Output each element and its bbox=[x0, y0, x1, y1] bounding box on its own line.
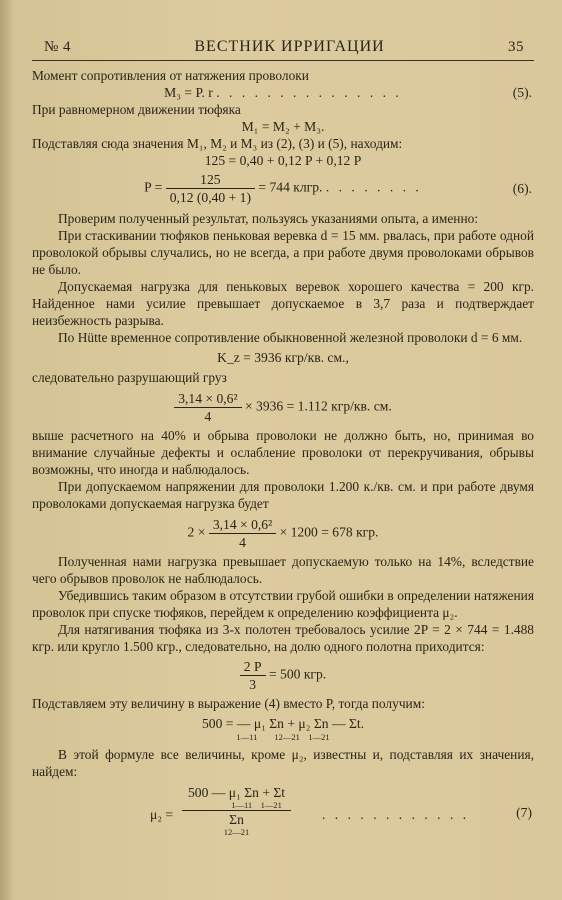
paragraph: В этой формуле все величины, кроме μ₂, известны и, подставляя их значения, найдем: bbox=[32, 747, 534, 779]
summation-limits: 1—11 12—21 1—21 bbox=[236, 732, 330, 742]
header-rule bbox=[32, 60, 534, 61]
paragraph: выше расчетного на 40% и обрыва проволоки не должно быть, но, принимая во внимание случайные дефекты и ослабление проволоки от перекручивания, обрывы возможны, что иногда и наблюдалось. bbox=[32, 428, 534, 477]
issue-number: № 4 bbox=[44, 39, 72, 55]
equation-breaking-load: $\frac{\text{3,14 × 0,6²}}{4}$ × 3936 = 1.112 кгр/кв. см. bbox=[32, 390, 534, 425]
fraction: $\frac{\text{3,14 × 0,6²}}{4}$ bbox=[174, 390, 241, 425]
page-number: 35 bbox=[508, 39, 524, 55]
fraction: 500 — μ₁ Σn + Σt 1—11 1—21 Σn 12—21 bbox=[182, 784, 291, 837]
paragraph: При стаскивании тюфяков пеньковая веревка d = 15 мм. рвалась, при работе одной проволокой обрывы случались, но не всегда, а при работе двумя проволоками обрывов не было. bbox=[32, 228, 534, 277]
journal-title: ВЕСТНИК ИРРИГАЦИИ bbox=[194, 38, 385, 55]
paragraph: По Hütte временное сопротивление обыкновенной железной проволоки d = 6 мм. bbox=[58, 330, 523, 345]
paragraph: Подставляем эту величину в выражение (4) вместо P, тогда получим: bbox=[32, 696, 425, 711]
text-line: При равномерном движении тюфяка bbox=[32, 102, 241, 117]
paragraph: Полученная нами нагрузка превышает допускаемую только на 14%, вследствие чего обрывов проволок не наблюдалось. bbox=[32, 554, 534, 586]
paragraph: следовательно разрушающий груз bbox=[32, 370, 227, 385]
paragraph: Проверим полученный результат, пользуясь указаниями опыта, а именно: bbox=[58, 211, 479, 226]
paragraph: Убедившись таким образом в отсутствии грубой ошибки в определении натяжения проволок при спуске тюфяков, перейдем к определению коэффициента μ₂. bbox=[32, 588, 534, 620]
equation-per-sheet: $\frac{2 P}{3}$ = 500 кгр. bbox=[32, 658, 534, 693]
paragraph: Допускаемая нагрузка для пеньковых веревок хорошего качества = 200 кгр. Найденное нами усилие превышает допускаемое в 3,7 раза и подтверждает неизбежность разрыва. bbox=[32, 279, 534, 328]
page-header bbox=[32, 38, 534, 58]
equation-number: (6). bbox=[512, 181, 532, 196]
equation-kz: K_z = 3936 кгр/кв. см., bbox=[217, 350, 349, 365]
equation-allowed-load: 2 × $\frac{\text{3,14 × 0,6²}}{4}$ × 1200 = 678 кгр. bbox=[187, 517, 379, 550]
fraction: $\frac{\text{3,14 × 0,6²}}{4}$ bbox=[209, 516, 276, 551]
equation-125: 125 = 0,40 + 0,12 P + 0,12 P bbox=[204, 153, 362, 168]
paragraph: Для натягивания тюфяка из 3-х полотен требовалось усилие 2P = 2 × 744 = 1.488 кгр. или кругло 1.500 кгр., следовательно, на долю одного полотна приходится: bbox=[32, 622, 534, 654]
equation-6: P = $\frac{125}{0,12 (0,40 + 1)}$ = 744 клгр. . . . . . . . . (6). bbox=[144, 172, 532, 205]
fraction: $\frac{2 P}{3}$ bbox=[240, 658, 266, 693]
equation-number: (7) bbox=[516, 805, 532, 820]
equation-4-substituted: 500 = — μ₁ Σn + μ₂ Σn — Σt. 1—11 12—21 1—21 bbox=[32, 715, 534, 742]
fraction: $\frac{125}{0,12 (0,40 + 1)}$ bbox=[166, 171, 255, 206]
paragraph: При допускаемом напряжении для проволоки 1.200 к./кв. см. и при работе двумя проволоками допускаемая нагрузка будет bbox=[32, 479, 534, 511]
text-line: Момент сопротивления от натяжения проволоки bbox=[32, 68, 309, 83]
equation-5: M₃ = P. r . . . . . . . . . . . . . . . (5). bbox=[164, 85, 532, 100]
text-line: Подставляя сюда значения M₁, M₂ и M₃ из (2), (3) и (5), находим: bbox=[32, 136, 403, 151]
equation-sum: M₁ = M₂ + M₃. bbox=[241, 119, 325, 134]
equation-number: (5). bbox=[512, 85, 532, 100]
equation-7: μ₂ = 500 — μ₁ Σn + Σt 1—11 1—21 Σn 12—21 . . . . . . . . . . . . (7) bbox=[150, 785, 532, 837]
